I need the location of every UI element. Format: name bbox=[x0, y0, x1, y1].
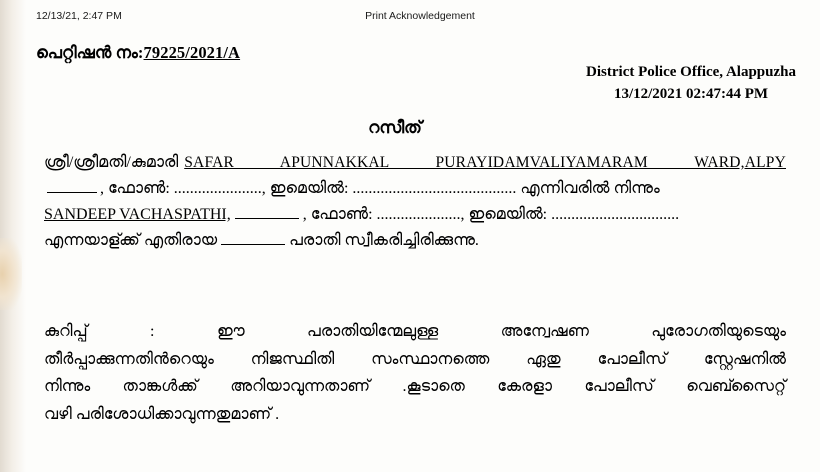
receipt-body bbox=[44, 150, 786, 254]
complainant-line bbox=[44, 150, 786, 176]
petition-number: 79225/2021/A bbox=[143, 43, 241, 62]
print-title: Print Acknowledgement bbox=[365, 10, 475, 22]
respondent-name: SANDEEP VACHASPATHI, bbox=[44, 205, 231, 223]
complainant-label: ശ്രീ/ശ്രീമതി/കുമാരി bbox=[44, 154, 179, 171]
scan-smudge bbox=[0, 238, 22, 310]
note-line-1: കുറിപ്പ് : ഈ പരാതിയിന്മേലുള്ള അന്വേഷണ പുരോഗതിയുടെയും bbox=[44, 323, 786, 340]
complaint-accepted-pre: എന്നയാള്ക്ക് എതിരായ bbox=[44, 231, 218, 249]
scan-edge-shadow bbox=[0, 0, 26, 472]
print-date: 12/13/21, 2:47 PM bbox=[36, 10, 122, 22]
note-line-2: തീർപ്പാക്കുന്നതിന്‍റെയും നിജസ്ഥിതി സംസ്ഥാനത്തെ ഏതു പോലീസ് സ്റ്റേഷനിൽ bbox=[44, 350, 786, 368]
petition-label: പെറ്റിഷൻ നം: bbox=[36, 43, 144, 62]
respondent-contact-text: , ഫോൺ: ....................., ഇമെയിൽ: ................................ bbox=[302, 205, 680, 223]
respondent-line bbox=[44, 202, 786, 228]
note-block bbox=[44, 318, 786, 428]
note-line-3: നിന്നും താങ്കൾക്ക് അറിയാവുന്നതാണ് .കൂടാതെ കേരളാ പോലീസ് വെബ്സൈറ്റ് bbox=[44, 378, 786, 396]
petition-number-line bbox=[36, 43, 240, 63]
complainant-contact-text: , ഫോൺ: ......................, ഇമെയിൽ: ......................................... എന്നിവരിൽ നിന്നും bbox=[100, 179, 660, 197]
office-name: District Police Office, Alappuzha bbox=[586, 64, 796, 80]
office-datetime: 13/12/2021 02:47:44 PM bbox=[613, 85, 769, 102]
receipt-heading: റസീത് bbox=[368, 118, 422, 137]
office-block bbox=[586, 62, 796, 106]
note-line-4: വഴി പരിശോധിക്കാവുന്നതുമാണ് . bbox=[44, 405, 280, 423]
complaint-accepted-post: പരാതി സ്വീകരിച്ചിരിക്കുന്നു. bbox=[289, 231, 479, 249]
complainant-contact-line bbox=[44, 176, 786, 202]
complaint-accepted-line bbox=[44, 228, 786, 254]
blank-field bbox=[235, 206, 299, 219]
blank-field bbox=[47, 180, 97, 193]
complainant-name: SAFAR APUNNAKKAL PURAYIDAMVALIYAMARAM WARD,ALPY bbox=[184, 154, 786, 171]
blank-field bbox=[221, 232, 285, 245]
